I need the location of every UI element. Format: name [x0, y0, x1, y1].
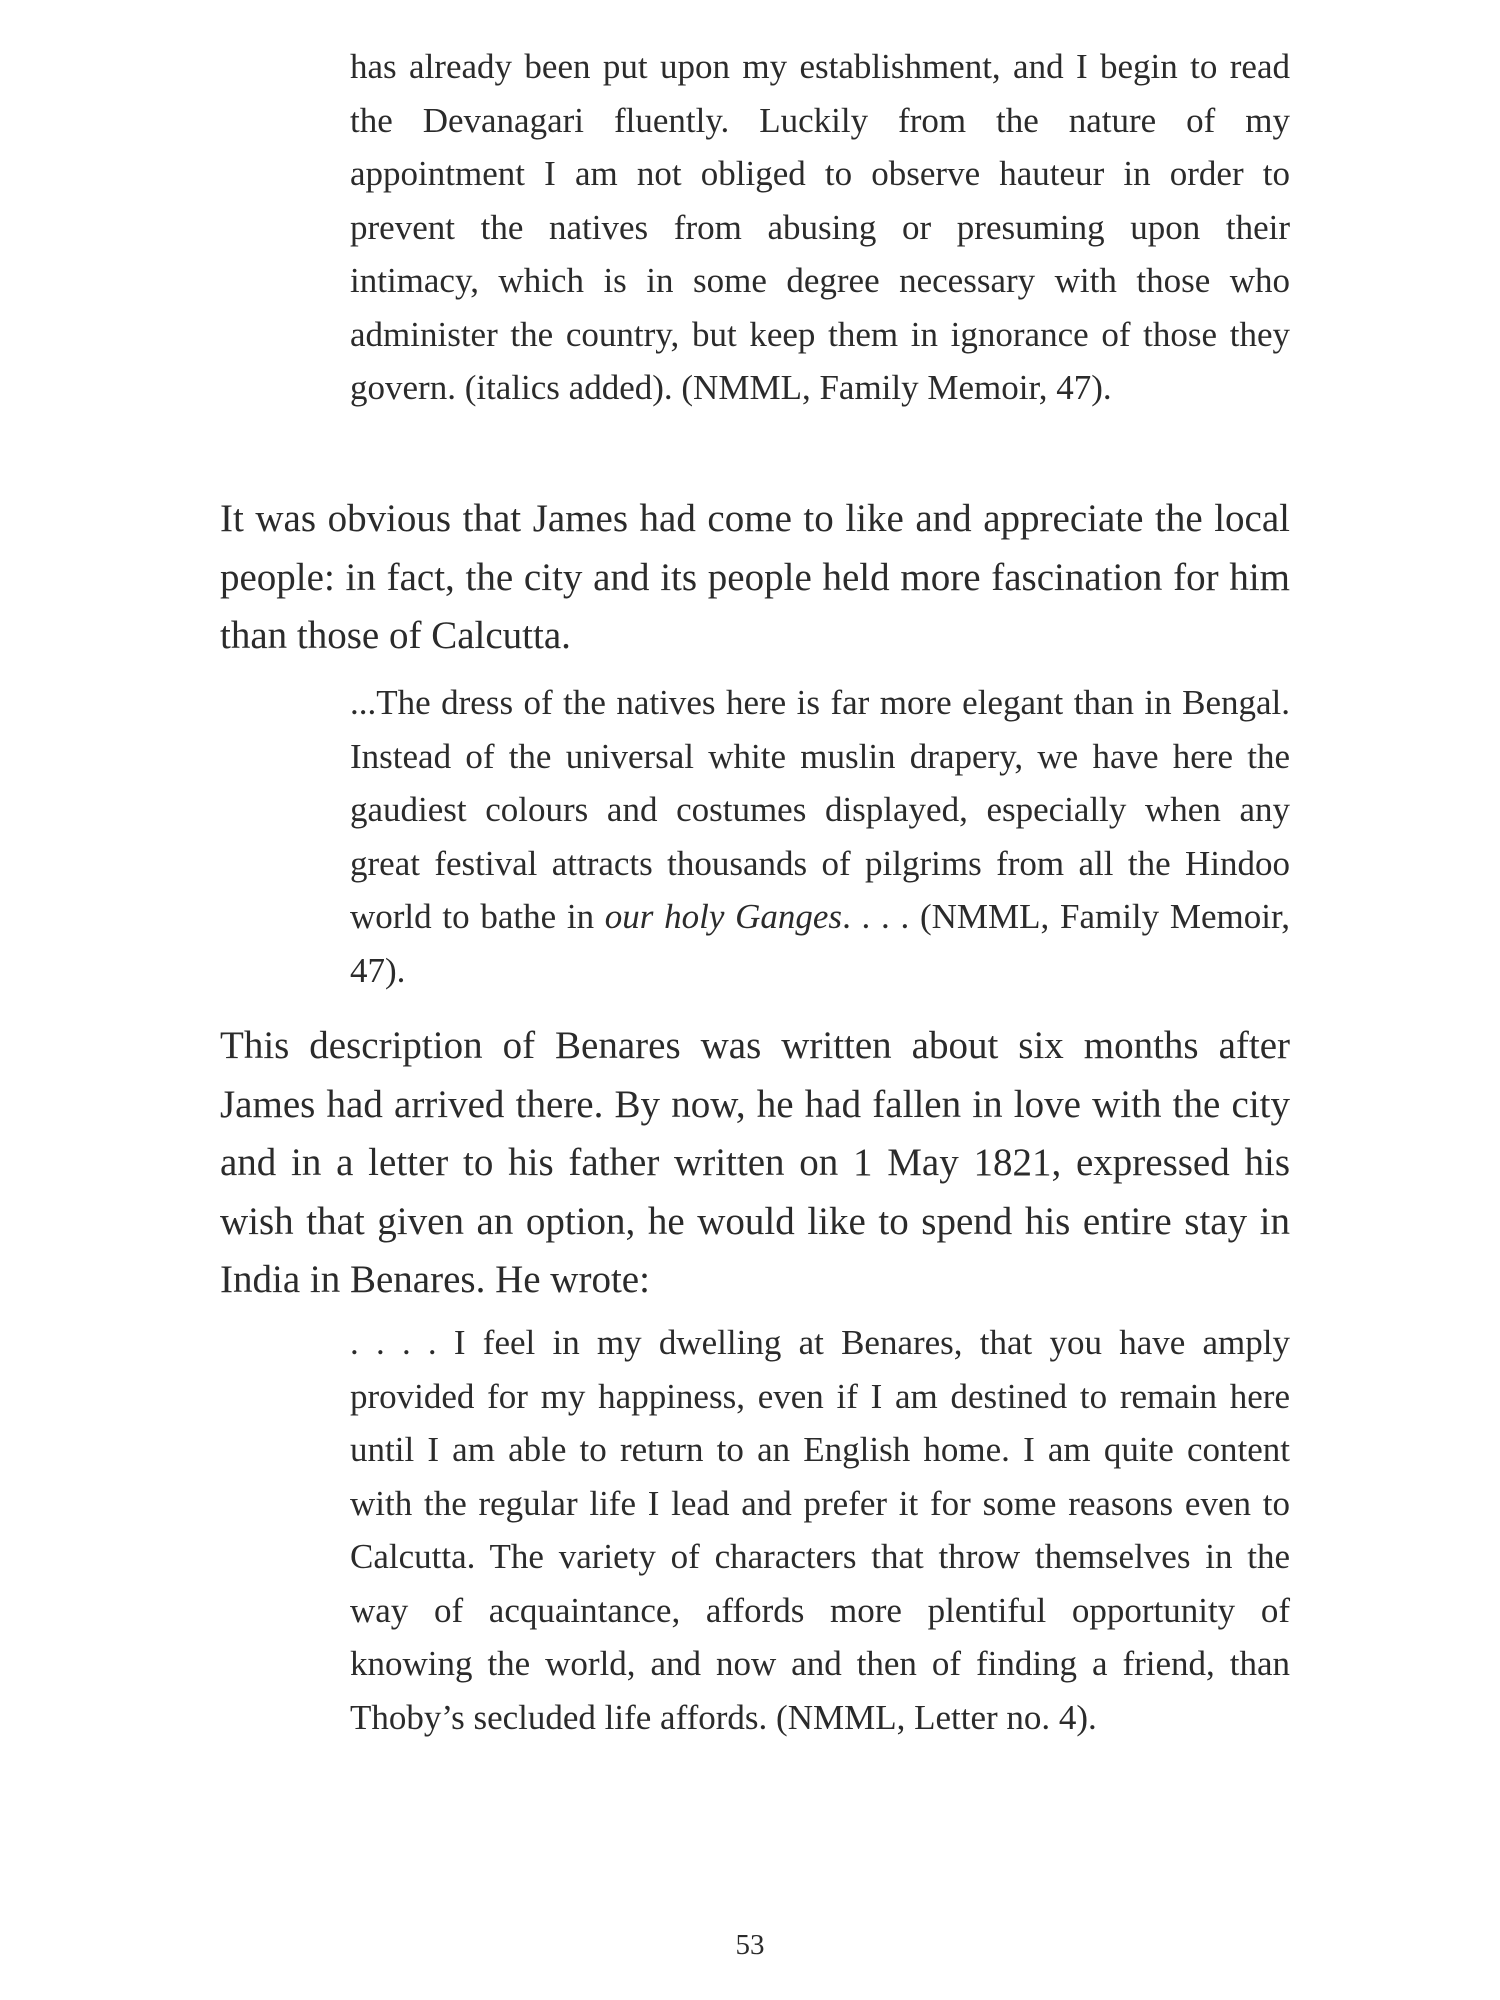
quote-text-before-italic: ...The dress of the natives here is far more elegant than in Bengal. Instead of the universal white muslin drapery, we have here the gaudiest colours and costumes displayed, especially when any great festival attracts thousands of pilgrims from all the Hindoo world to bathe in — [350, 683, 1290, 936]
page-number: 53 — [735, 1929, 765, 1961]
block-quote-memoir-establishment: has already been put upon my establishment, and I begin to read the Devanagari fluently. Luckily from the nature of my appointment I am not obliged to observe hauteur in order to prevent the natives from abusing or presuming upon their intimacy, which is in some degree necessary with those who administer the country, but keep them in ignorance of those they govern. (italics added). (NMML, Family Memoir, 47). — [350, 47, 1290, 407]
body-paragraph-benares-description: This description of Benares was written about six months after James had arrived there. By now, he had fallen in love with the city and in a letter to his father written on 1 May 1821, expressed his wish that given an option, he would like to spend his entire stay in India in Benares. He wrote: — [220, 1024, 1290, 1301]
body-paragraph-local-people: It was obvious that James had come to like and appreciate the local people: in fact, the city and its people held more fascination for him than those of Calcutta. — [220, 497, 1290, 657]
block-quote-letter-benares: . . . . I feel in my dwelling at Benares, that you have amply provided for my happiness, even if I am destined to remain here until I am able to return to an English home. I am quite content with the regular life I lead and prefer it for some reasons even to Calcutta. The variety of characters that throw themselves in the way of acquaintance, affords more plentiful opportunity of knowing the world, and now and then of finding a friend, than Thoby’s secluded life affords. (NMML, Letter no. 4). — [350, 1323, 1290, 1737]
block-quote-memoir-dress — [350, 676, 1290, 997]
quote-text-after-italic: . . . . (NMML, Family Memoir, 47). — [350, 897, 1290, 990]
quote-italic-phrase: our holy Ganges — [604, 897, 843, 936]
